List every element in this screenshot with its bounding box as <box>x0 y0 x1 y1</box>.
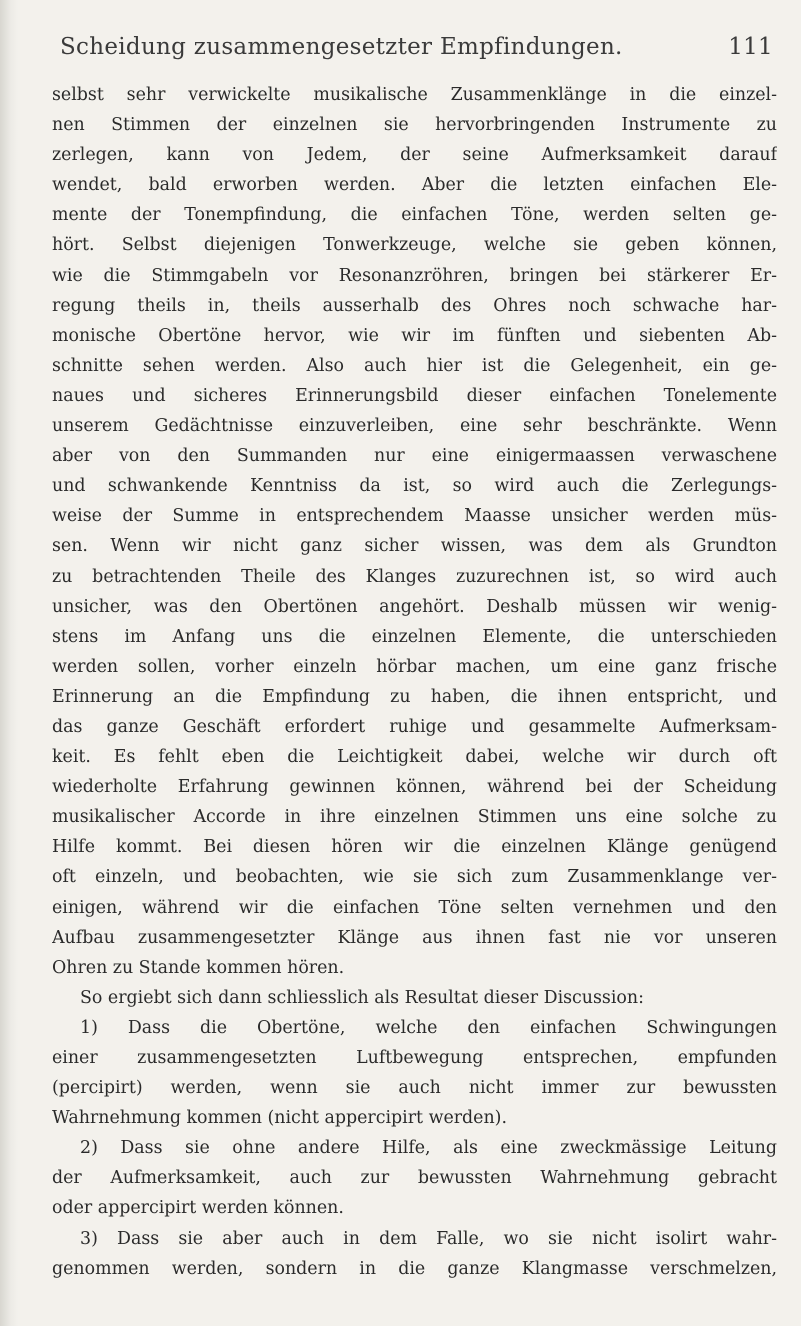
text-line: oft einzeln, und beobachten, wie sie sich zum Zusammenklange ver- <box>52 867 777 888</box>
page-gutter-shadow <box>0 0 18 1326</box>
text-line: einigen, während wir die einfachen Töne selten vernehmen und den <box>52 897 777 918</box>
text-line: das ganze Geschäft erfordert ruhige und gesammelte Aufmerksam- <box>52 716 777 737</box>
text-line: und schwankende Kenntniss da ist, so wird auch die Zerlegungs- <box>52 476 777 497</box>
text-line: 3) Dass sie aber auch in dem Falle, wo sie nicht isolirt wahr- <box>80 1228 777 1249</box>
text-line: der Aufmerksamkeit, auch zur bewussten Wahrnehmung gebracht <box>52 1168 777 1189</box>
text-line: Ohren zu Stande kommen hören. <box>52 957 345 978</box>
text-line: wie die Stimmgabeln vor Resonanzröhren, bringen bei stärkerer Er- <box>52 265 777 286</box>
text-line: monische Obertöne hervor, wie wir im fünften und siebenten Ab- <box>52 325 777 346</box>
text-line: hört. Selbst diejenigen Tonwerkzeuge, welche sie geben können, <box>52 235 777 256</box>
text-line: mente der Tonempfindung, die einfachen Töne, werden selten ge- <box>52 205 777 226</box>
text-line: weise der Summe in entsprechendem Maasse unsicher werden müs- <box>52 506 777 527</box>
text-line: musikalischer Accorde in ihre einzelnen Stimmen uns eine solche zu <box>52 807 777 828</box>
text-line: Hilfe kommt. Bei diesen hören wir die einzelnen Klänge genügend <box>52 837 777 858</box>
text-line: genommen werden, sondern in die ganze Klangmasse verschmelzen, <box>52 1258 777 1279</box>
text-line: Aufbau zusammengesetzter Klänge aus ihnen fast nie vor unseren <box>52 927 777 948</box>
text-line: keit. Es fehlt eben die Leichtigkeit dabei, welche wir durch oft <box>52 747 777 768</box>
text-line: regung theils in, theils ausserhalb des Ohres noch schwache har- <box>52 295 777 316</box>
text-line: unsicher, was den Obertönen angehört. Deshalb müssen wir wenig- <box>52 596 777 617</box>
running-head-title: Scheidung zusammengesetzter Empfindungen. <box>60 34 623 60</box>
text-line: Wahrnehmung kommen (nicht appercipirt werden). <box>52 1108 507 1129</box>
text-line: oder appercipirt werden können. <box>52 1198 344 1219</box>
text-line: Erinnerung an die Empfindung zu haben, die ihnen entspricht, und <box>52 686 777 707</box>
text-line: schnitte sehen werden. Also auch hier ist die Gelegenheit, ein ge- <box>52 355 777 376</box>
text-line: naues und sicheres Erinnerungsbild dieser einfachen Tonelemente <box>52 385 777 406</box>
page-number: 111 <box>728 34 773 60</box>
text-line: aber von den Summanden nur eine einigermaassen verwaschene <box>52 446 777 467</box>
running-head <box>52 30 777 70</box>
text-line: werden sollen, vorher einzeln hörbar machen, um eine ganz frische <box>52 656 777 677</box>
text-line: 1) Dass die Obertöne, welche den einfachen Schwingungen <box>80 1017 777 1038</box>
body-text <box>52 80 777 1284</box>
text-line: (percipirt) werden, wenn sie auch nicht immer zur bewussten <box>52 1078 777 1099</box>
text-line: einer zusammengesetzten Luftbewegung entsprechen, empfunden <box>52 1048 777 1068</box>
text-line: nen Stimmen der einzelnen sie hervorbringenden Instrumente zu <box>52 115 777 136</box>
text-line: 2) Dass sie ohne andere Hilfe, als eine zweckmässige Leitung <box>80 1138 777 1159</box>
text-line: unserem Gedächtnisse einzuverleiben, eine sehr beschränkte. Wenn <box>52 416 777 437</box>
text-line: wendet, bald erworben werden. Aber die letzten einfachen Ele- <box>52 175 777 196</box>
text-line: zu betrachtenden Theile des Klanges zuzurechnen ist, so wird auch <box>52 566 777 587</box>
text-line: sen. Wenn wir nicht ganz sicher wissen, was dem als Grundton <box>52 536 777 557</box>
text-line: So ergiebt sich dann schliesslich als Resultat dieser Discussion: <box>80 987 644 1008</box>
text-line: stens im Anfang uns die einzelnen Elemente, die unterschieden <box>52 626 777 647</box>
book-page <box>52 30 777 1310</box>
text-line: selbst sehr verwickelte musikalische Zusammenklänge in die einzel- <box>52 85 777 105</box>
text-line: wiederholte Erfahrung gewinnen können, während bei der Scheidung <box>52 777 777 798</box>
text-line: zerlegen, kann von Jedem, der seine Aufmerksamkeit darauf <box>52 145 777 166</box>
